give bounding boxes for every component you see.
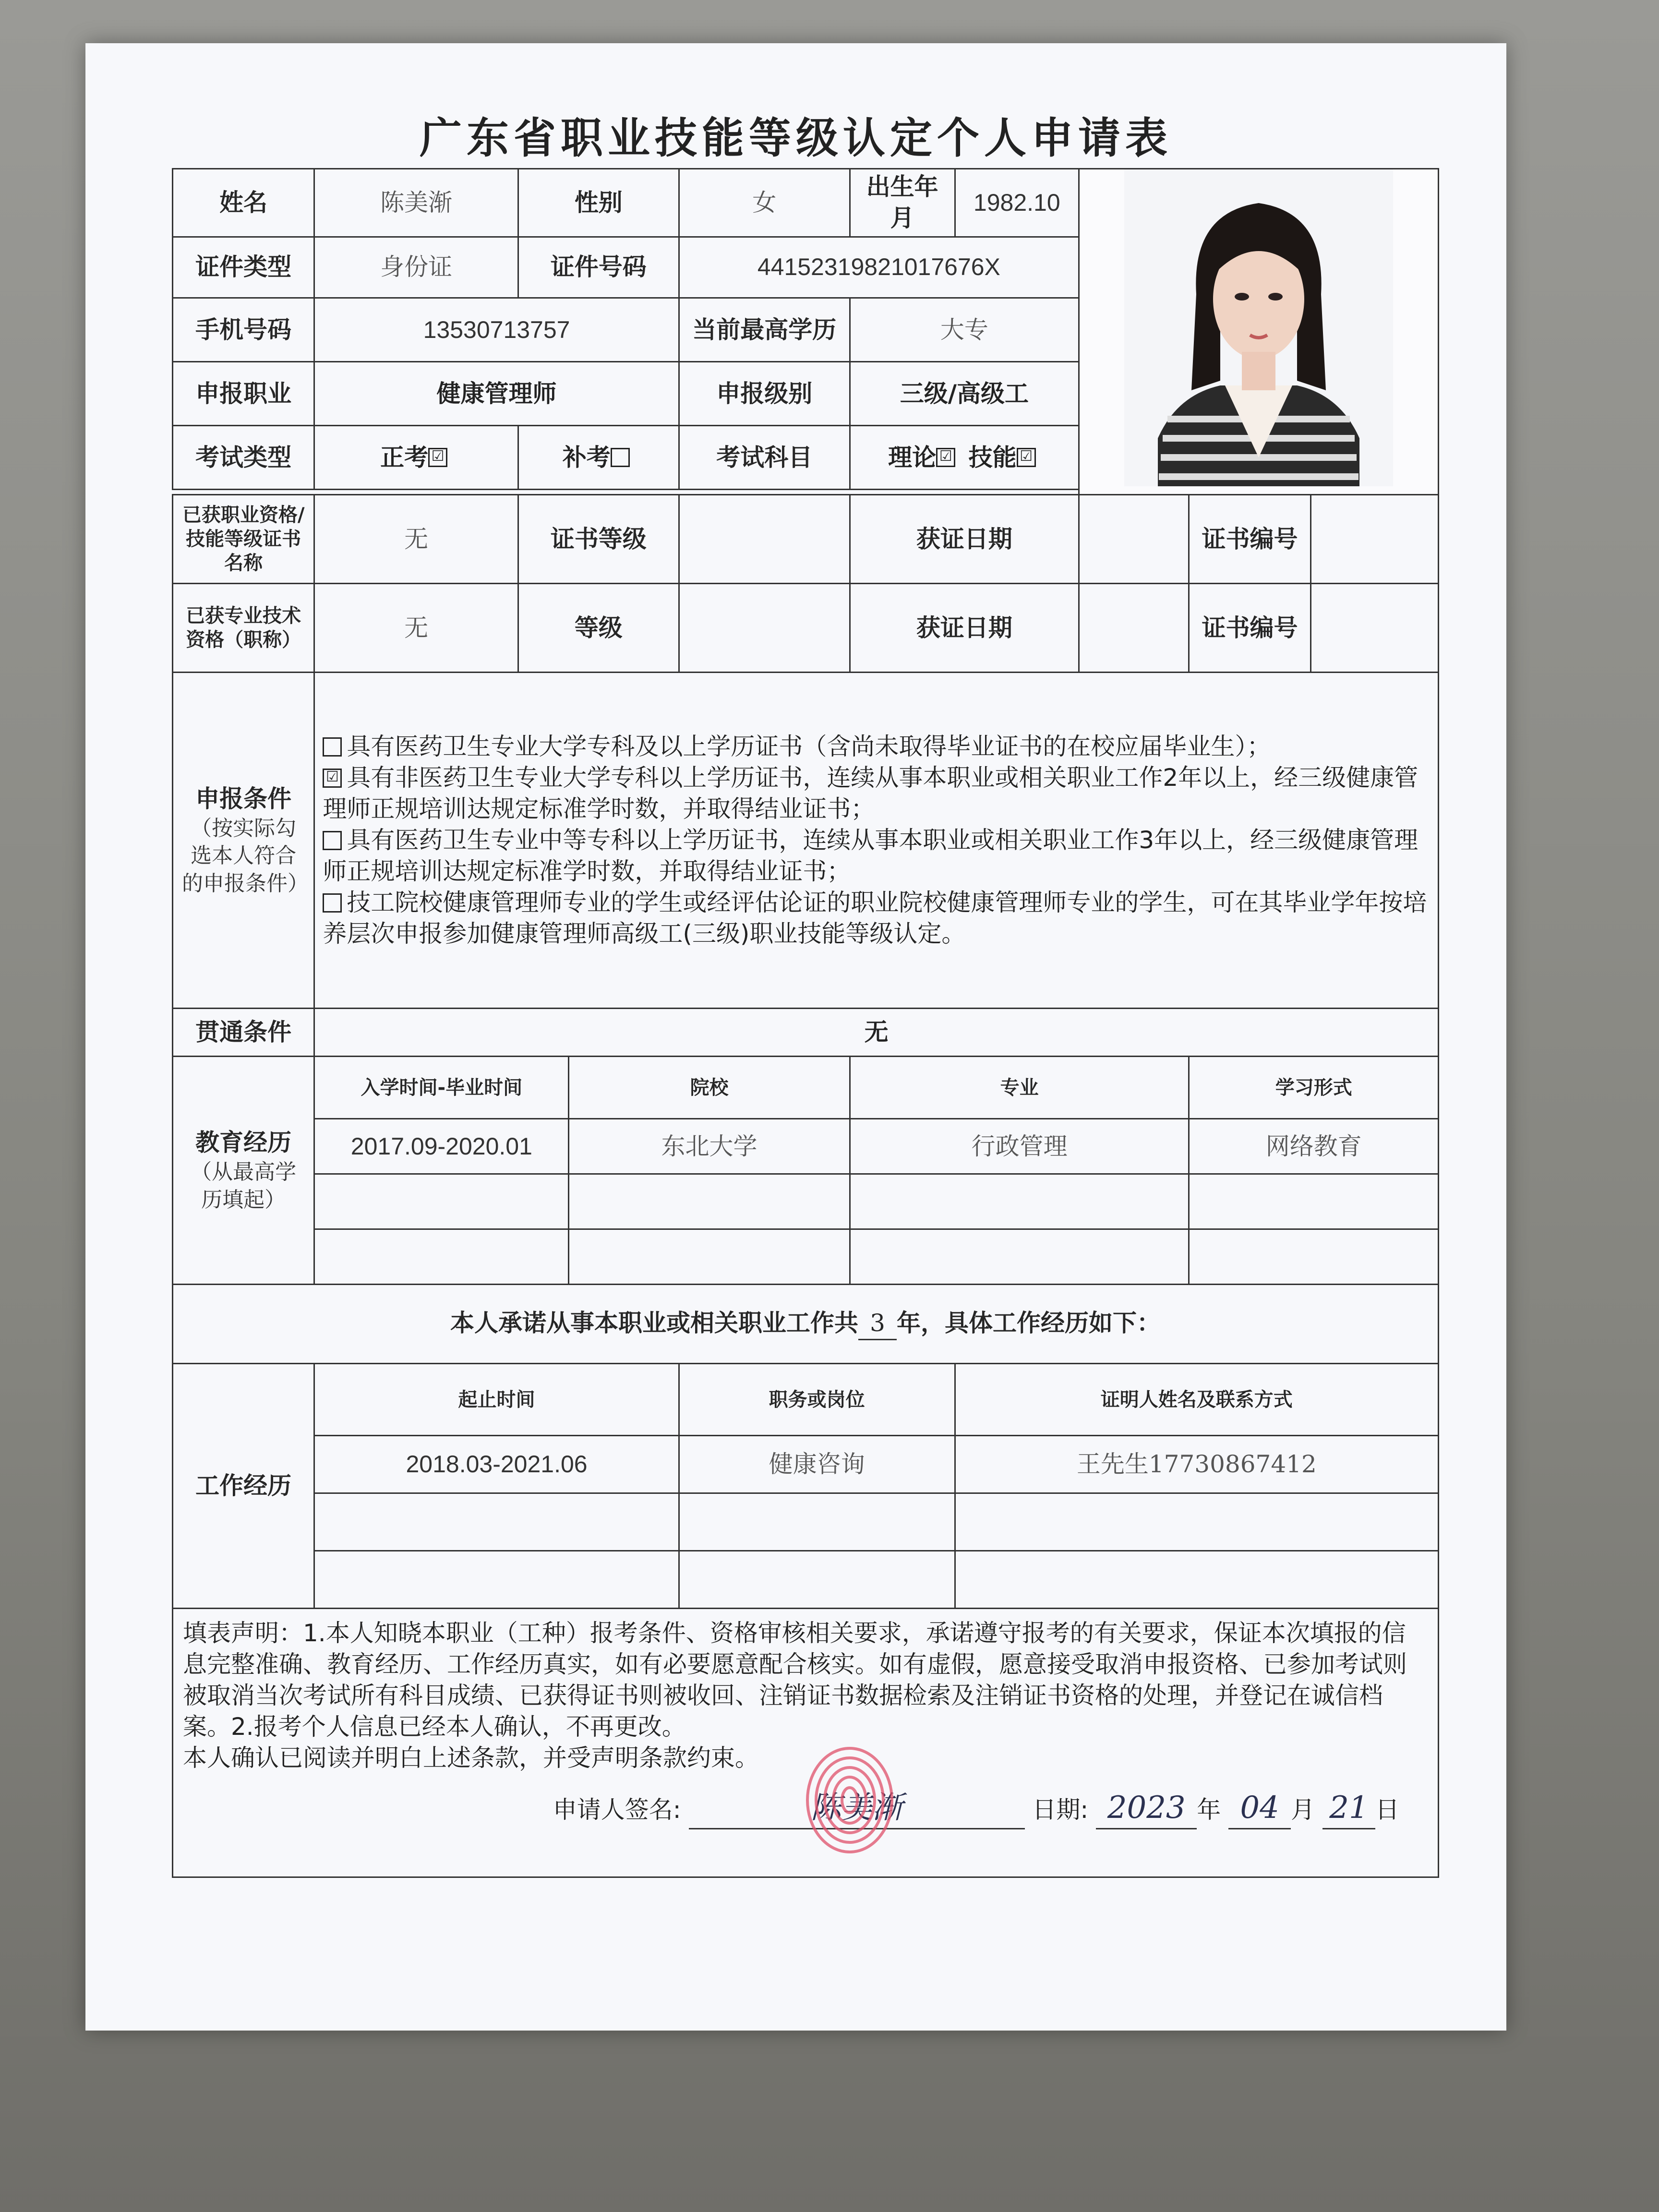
work-reference: 王先生17730867412 [955,1436,1438,1493]
portrait-image [1124,169,1393,486]
exam-type-label: 考试类型 [173,426,314,490]
formal-checkbox[interactable]: ☑ [428,448,447,467]
condition-item: 具有医药卫生专业中等专科以上学历证书，连续从事本职业或相关职业工作3年以上，经三级健康管理师正规培训达规定标准学时数，并取得结业证书； [323,826,1419,885]
date-label: 日期: [1032,1796,1089,1824]
condition-checkbox[interactable] [323,737,342,757]
work-position: 健康咨询 [679,1436,955,1493]
education-label: 当前最高学历 [679,298,850,362]
qual-cert-value: 无 [314,495,518,584]
qual-cert-label: 已获职业资格/技能等级证书名称 [173,495,314,584]
signature-field[interactable] [689,1788,1025,1829]
makeup-checkbox[interactable] [611,448,630,467]
exam-formal-option: 正考 ☑ [314,426,518,490]
form-title: 广东省职业技能等级认定个人申请表 [419,113,1172,163]
declaration [173,1609,1439,1877]
tech-no-value [1310,584,1438,673]
edu-mode: 网络教育 [1189,1119,1439,1174]
phone-label: 手机号码 [173,298,314,362]
applicant-photo [1079,169,1439,495]
cert-level-value [679,495,850,584]
id-number-value: 44152319821017676X [679,237,1079,298]
cert-level-label: 证书等级 [518,495,679,584]
work-header-period: 起止时间 [314,1364,679,1436]
year-unit: 年 [1197,1796,1221,1824]
grade-label: 等级 [518,584,679,673]
table-row [173,1174,1439,1229]
cert-date-label: 获证日期 [850,495,1079,584]
through-label: 贯通条件 [173,1009,314,1057]
cert-no-value [1310,495,1438,584]
id-number-label: 证件号码 [518,237,679,298]
table-row [173,1436,1439,1493]
phone-value: 13530713757 [314,298,679,362]
condition-item: 具有医药卫生专业大学专科及以上学历证书（含尚未取得毕业证书的在校应届毕业生）； [323,731,1430,762]
edu-history-label: 教育经历 （从最高学历填起） [173,1057,314,1285]
day-unit: 日 [1375,1796,1399,1824]
application-form [172,168,1439,1878]
application-form-paper [85,43,1506,2031]
id-type-value: 身份证 [314,237,518,298]
table-row [173,1119,1439,1174]
grade-value [679,584,850,673]
tech-no-label: 证书编号 [1189,584,1310,673]
edu-header-school: 院校 [569,1057,850,1119]
work-header-reference: 证明人姓名及联系方式 [955,1364,1438,1436]
tech-date-label: 获证日期 [850,584,1079,673]
signature-text: 陈美渐 [810,1790,903,1826]
conditions-note: （按实际勾选本人符合的申报条件） [182,816,309,896]
condition-checkbox[interactable]: ☑ [323,769,342,788]
fingerprint-mark [804,1745,895,1855]
conditions-label: 申报条件 （按实际勾选本人符合的申报条件） [173,673,314,1009]
occupation-label: 申报职业 [173,362,314,426]
work-period: 2018.03-2021.06 [314,1436,679,1493]
gender-value: 女 [679,169,850,237]
conditions-list [314,673,1439,1009]
table-row [173,1493,1439,1551]
tech-date-value [1079,584,1189,673]
signature-row [183,1788,1428,1829]
gender-label: 性别 [518,169,679,237]
table-row [173,1551,1439,1609]
signature-label: 申请人签名: [553,1796,681,1824]
birth-label: 出生年月 [850,169,955,237]
pledge-line: 本人承诺从事本职业或相关职业工作共 3 年，具体工作经历如下： [173,1285,1439,1364]
date-month[interactable]: 04 [1228,1788,1291,1829]
exam-subject-label: 考试科目 [679,426,850,490]
edu-header-major: 专业 [850,1057,1189,1119]
condition-item: ☑ 具有非医药卫生专业大学专科以上学历证书，连续从事本职业或相关职业工作2年以上，经三级健康管理师正规培训达规定标准学时数，并取得结业证书； [323,764,1419,823]
edu-note: （从最高学历填起） [191,1160,297,1212]
skill-checkbox[interactable]: ☑ [1017,448,1036,467]
exam-subjects: 理论 ☑ 技能 ☑ [850,426,1079,490]
theory-checkbox[interactable]: ☑ [936,448,955,467]
name-value: 陈美渐 [314,169,518,237]
tech-title-value: 无 [314,584,518,673]
tech-title-label: 已获专业技术资格（职称） [173,584,314,673]
cert-no-label: 证书编号 [1189,495,1310,584]
declaration-confirm: 本人确认已阅读并明白上述条款，并受声明条款约束。 [183,1744,759,1772]
education-value: 大专 [850,298,1079,362]
exam-makeup-option: 补考 [518,426,679,490]
id-type-label: 证件类型 [173,237,314,298]
pledge-years: 3 [858,1308,897,1340]
birth-value: 1982.10 [955,169,1079,237]
edu-school: 东北大学 [569,1119,850,1174]
edu-period: 2017.09-2020.01 [314,1119,569,1174]
level-value: 三级/高级工 [850,362,1079,426]
edu-major: 行政管理 [850,1119,1189,1174]
name-label: 姓名 [173,169,314,237]
occupation-value: 健康管理师 [314,362,679,426]
condition-checkbox[interactable] [323,831,342,850]
table-row [173,1229,1439,1285]
edu-header-mode: 学习形式 [1189,1057,1439,1119]
cert-date-value [1079,495,1189,584]
condition-item: 技工院校健康管理师专业的学生或经评估论证的职业院校健康管理师专业的学生，可在其毕业学年按培养层次申报参加健康管理师高级工(三级)职业技能等级认定。 [323,889,1427,948]
work-history-label: 工作经历 [173,1364,314,1609]
level-label: 申报级别 [679,362,850,426]
edu-header-period: 入学时间-毕业时间 [314,1057,569,1119]
work-header-position: 职务或岗位 [679,1364,955,1436]
date-day[interactable]: 21 [1322,1788,1375,1829]
through-value: 无 [314,1009,1439,1057]
condition-checkbox[interactable] [323,893,342,913]
date-year[interactable]: 2023 [1096,1788,1197,1829]
declaration-text: 填表声明：1.本人知晓本职业（工种）报考条件、资格审核相关要求，承诺遵守报考的有关要求，保证本次填报的信息完整准确、教育经历、工作经历真实，如有必要愿意配合核实。如有虚假，愿意接受取消申报资格、已参加考试则被取消当次考试所有科目成绩、已获得证书则被收回、注销证书数据检索及注销证书资格的处理，并登记在诚信档案。2.报考个人信息已经本人确认，不再更改。 [183,1619,1407,1741]
month-unit: 月 [1291,1796,1315,1824]
